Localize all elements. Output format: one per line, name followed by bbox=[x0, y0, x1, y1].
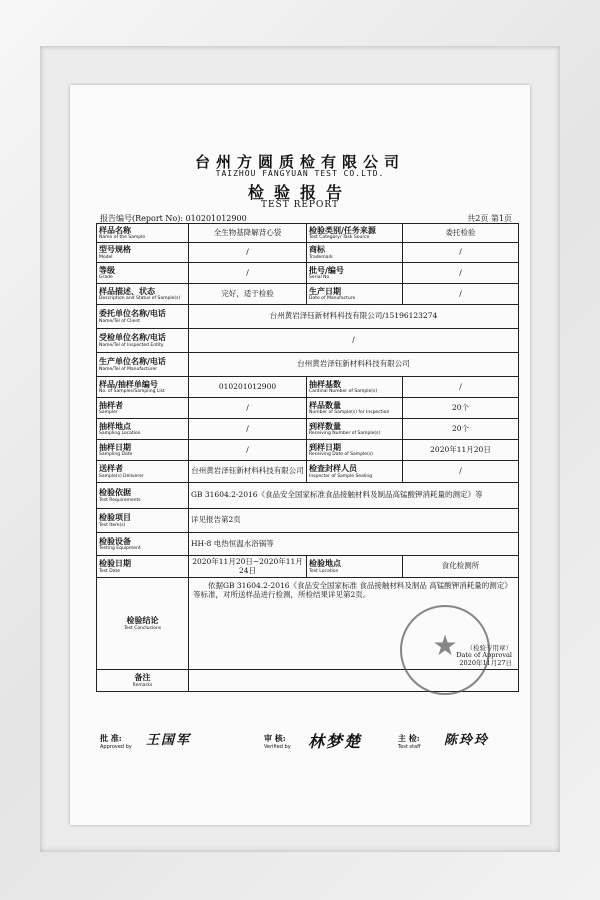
cell-value: 委托检验 bbox=[403, 224, 519, 243]
cell-label: 样品/抽样单编号 No. of Samples/Sampling List bbox=[97, 377, 189, 398]
cell-label: 检验依据 Test Requirements bbox=[97, 483, 189, 509]
cell-label: 批号/编号 Serial No bbox=[307, 263, 403, 284]
table-row bbox=[97, 305, 519, 329]
cell-label: 生产日期 Date of Manufacture bbox=[307, 284, 403, 305]
cell-value: 20个 bbox=[403, 398, 519, 419]
cell-value: / bbox=[403, 461, 519, 483]
cell-label: 抽样日期 Sampling Date bbox=[97, 440, 189, 461]
stamp-caption: （检验专用章） bbox=[466, 643, 512, 652]
cell-label: 样品名称 Name of the Sample bbox=[97, 224, 189, 243]
cell-value: / bbox=[403, 284, 519, 305]
cell-label: 样品描述、状态 Description and Status of Sample(s) bbox=[97, 284, 189, 305]
table-row bbox=[97, 509, 519, 533]
table-row bbox=[97, 329, 519, 353]
table-row bbox=[97, 556, 519, 578]
report-number-value: 010201012900 bbox=[185, 214, 247, 223]
table-row bbox=[97, 533, 519, 556]
inspection-seal-stamp bbox=[400, 605, 490, 695]
cell-value: / bbox=[403, 377, 519, 398]
verified-by: 审 核: Verified by bbox=[264, 733, 291, 750]
cell-value: / bbox=[189, 419, 307, 440]
cell-value: 2020年11月20日~2020年11月24日 bbox=[189, 556, 307, 578]
table-row bbox=[97, 377, 519, 398]
cell-label: 样品数量 Number of Sample(s) for Inspection bbox=[307, 398, 403, 419]
cell-value: 台州黄岩泽钰新材料科技有限公司/15196123274 bbox=[189, 305, 519, 329]
report-document bbox=[70, 85, 530, 825]
table-row bbox=[97, 243, 519, 263]
cell-label: 受检单位名称/电话 Name/Tel of Inspected Entity bbox=[97, 329, 189, 353]
cell-value: 2020年11月20日 bbox=[403, 440, 519, 461]
report-title: 检验报告 bbox=[247, 183, 352, 202]
cell-value: / bbox=[403, 263, 519, 284]
cell-label: 等级 Grade bbox=[97, 263, 189, 284]
company-name-en: TAIZHOU FANGYUAN TEST CO.LTD. bbox=[215, 169, 385, 178]
cell-label: 到样日期 Receiving Date of Sample(s) bbox=[307, 440, 403, 461]
table-row bbox=[97, 461, 519, 483]
cell-value: / bbox=[189, 243, 307, 263]
cell-label: 生产单位名称/电话 Name/Tel of Manufacturer bbox=[97, 353, 189, 377]
table-row bbox=[97, 224, 519, 243]
cell-label: 送样者 Sample(s) Deliverer bbox=[97, 461, 189, 483]
cell-value: 完好，适于检验 bbox=[189, 284, 307, 305]
cell-value: 台州黄岩泽钰新材料科技有限公司 bbox=[189, 461, 307, 483]
cell-value: / bbox=[403, 243, 519, 263]
cell-label: 检验设备 Testing Equipment bbox=[97, 533, 189, 556]
table-row bbox=[97, 398, 519, 419]
page-count: 共2页 第1页 bbox=[467, 214, 512, 223]
signature-row bbox=[96, 733, 516, 759]
cell-label: 抽样地点 Sampling Location bbox=[97, 419, 189, 440]
report-number-label: 报告编号(Report No): bbox=[100, 214, 184, 223]
cell-value: 全生物基降解背心袋 bbox=[189, 224, 307, 243]
cell-label: 委托单位名称/电话 Name/Tel of Client bbox=[97, 305, 189, 329]
table-row bbox=[97, 284, 519, 305]
cell-label: 型号规格 Model bbox=[97, 243, 189, 263]
cell-value: 010201012900 bbox=[189, 377, 307, 398]
approved-signature: 王国军 bbox=[146, 733, 192, 748]
company-name: 台州方圆质检有限公司 bbox=[194, 153, 405, 171]
cell-value: 食化检测所 bbox=[403, 556, 519, 578]
table-row bbox=[97, 440, 519, 461]
cell-value: / bbox=[189, 263, 307, 284]
cell-value: / bbox=[189, 398, 307, 419]
cell-label: 检验类别/任务来源 Test Category/ Task Source bbox=[307, 224, 403, 243]
cell-label: 备注 Remarks bbox=[97, 670, 189, 692]
cell-value: / bbox=[189, 329, 519, 353]
cell-label: 检验结论 Test Conclusions bbox=[97, 578, 189, 670]
cell-label: 商标 Trademark bbox=[307, 243, 403, 263]
cell-label: 检验地点 Test Location bbox=[307, 556, 403, 578]
report-title-en: TEST REPORT bbox=[260, 200, 339, 210]
table-row bbox=[97, 483, 519, 509]
table-row bbox=[97, 263, 519, 284]
cell-label: 抽样基数 Cardinal Number of Sample(s) bbox=[307, 377, 403, 398]
cell-value: 20个 bbox=[403, 419, 519, 440]
verified-signature: 林梦楚 bbox=[308, 732, 363, 751]
cell-value: / bbox=[189, 440, 307, 461]
cell-value: HH-8 电热恒温水浴锅等 bbox=[189, 533, 519, 556]
conclusion-text: 依据GB 31604.2-2016《食品安全国家标准 食品接触材料及制品 高锰酸钾消耗量的测定》等标准，对所送样品进行检测，所检结果详见第2页。 bbox=[193, 581, 512, 599]
cell-value: 台州黄岩泽钰新材料科技有限公司 bbox=[189, 353, 519, 377]
cell-label: 检验日期 Test Date bbox=[97, 556, 189, 578]
table-row bbox=[97, 419, 519, 440]
cell-label: 到样数量 Receiving Number of Sample(s) bbox=[307, 419, 403, 440]
approval-date-label: Date of Approval bbox=[456, 651, 512, 660]
cell-label: 检查封样人员 Inspector of Sample Sealing bbox=[307, 461, 403, 483]
table-row bbox=[97, 353, 519, 377]
cell-label: 检验项目 Test Item(s) bbox=[97, 509, 189, 533]
cell-value: 详见报告第2页 bbox=[189, 509, 519, 533]
cell-label: 抽样者 Sampler bbox=[97, 398, 189, 419]
test-staff-signature: 陈玲玲 bbox=[444, 733, 490, 748]
approved-by: 批 准: Approved by bbox=[100, 733, 132, 750]
cell-value: GB 31604.2-2016《食品安全国家标准食品接触材料及制品高锰酸钾消耗量的测定》等 bbox=[189, 483, 519, 509]
approval-date: 2020年11月27日 bbox=[459, 658, 512, 667]
test-staff: 主 检: Test staff bbox=[398, 733, 421, 750]
star-icon: ★ bbox=[432, 629, 458, 662]
